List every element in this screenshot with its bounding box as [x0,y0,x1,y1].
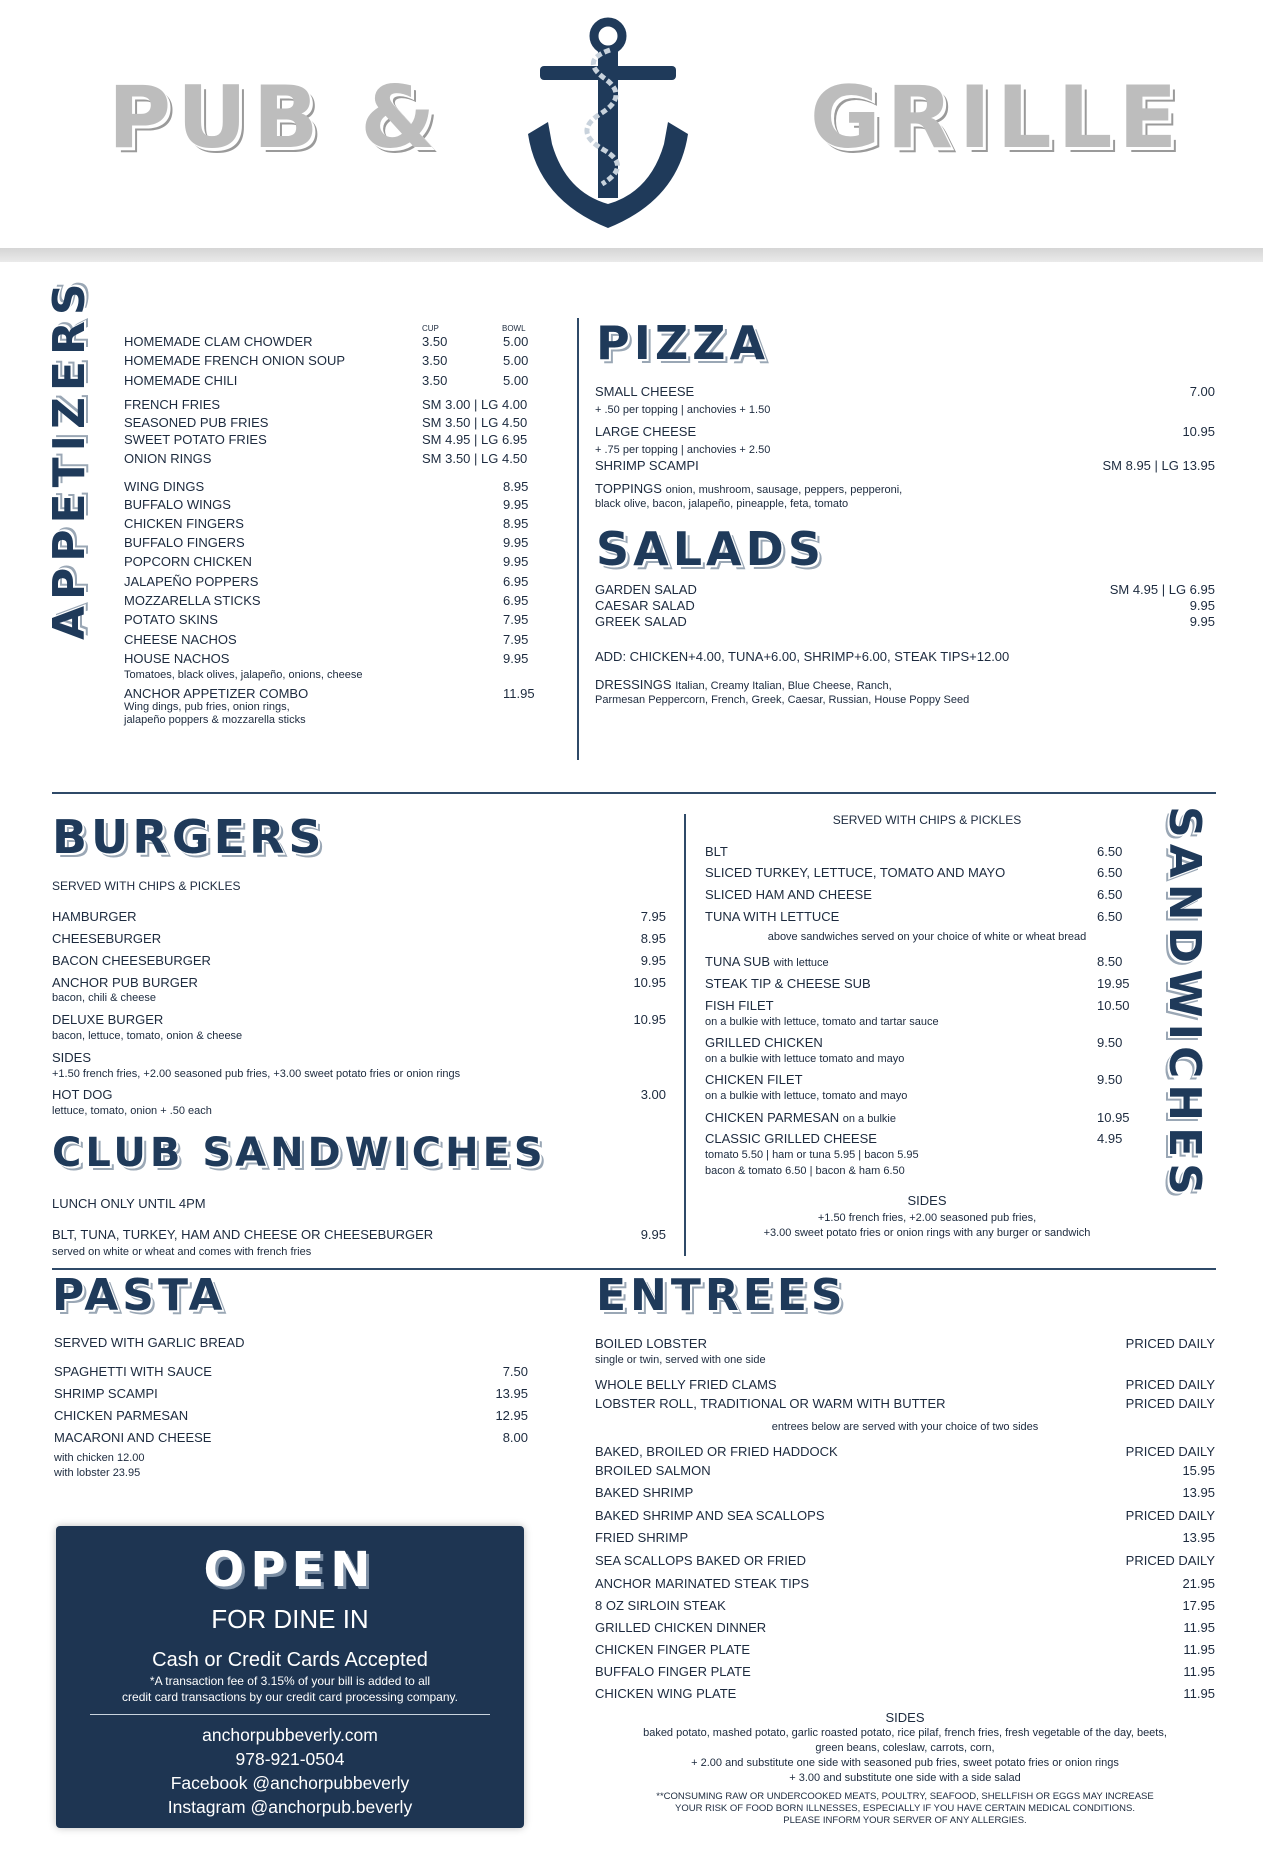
item-price: SM 3.00 | LG 4.00 [422,397,528,412]
club-heading: CLUB SANDWICHES [52,1130,547,1176]
sides-note: entrees below are served with your choice of two sides [771,1421,1039,1433]
item-price: 19.95 [1097,976,1130,991]
list-item: SLICED TURKEY, LETTUCE, TOMATO AND MAYO [705,865,1006,880]
item-price: 8.95 [503,516,529,531]
sides-label: SIDES [907,1193,947,1208]
list-item: STEAK TIP & CHEESE SUB [705,976,871,991]
sandwiches-served-note: SERVED WITH CHIPS & PICKLES [832,813,1022,827]
list-item: BOILED LOBSTER [595,1336,707,1351]
burgers-heading: BURGERS [52,810,326,864]
item-price: 9.95 [640,953,666,968]
list-item: MOZZARELLA STICKS [124,593,261,608]
phone-number[interactable]: 978-921-0504 [235,1749,345,1769]
bowl-label: BOWL [502,324,526,333]
list-item: FRENCH FRIES [124,397,221,412]
pizza-note: + .75 per topping | anchovies + 2.50 [595,444,771,456]
item-note: lettuce, tomato, onion + .50 each [52,1105,212,1117]
salads-heading: SALADS [596,522,825,576]
bowl-price: 5.00 [503,334,529,349]
item-price: 9.95 [1189,598,1215,613]
instagram-handle[interactable]: Instagram @anchorpub.beverly [167,1797,413,1817]
item-price: SM 8.95 | LG 13.95 [1102,458,1215,473]
list-item: POTATO SKINS [124,612,218,627]
list-item: CHICKEN FINGER PLATE [595,1642,751,1657]
lunch-note: LUNCH ONLY UNTIL 4PM [52,1196,206,1211]
salad-add-ons: ADD: CHICKEN+4.00, TUNA+6.00, SHRIMP+6.00, STEAK TIPS+12.00 [595,649,1010,664]
allergy-warning: YOUR RISK OF FOOD BORN ILLNESSES, ESPECIALLY IF YOU HAVE CERTAIN MEDICAL CONDITIONS. [675,1803,1135,1814]
item-price: 6.50 [1097,887,1123,902]
header-divider [0,248,1263,262]
toppings-list: onion, mushroom, sausage, peppers, pepperoni, [665,484,903,496]
list-item: GARDEN SALAD [595,582,697,597]
list-item: BUFFALO WINGS [124,497,231,512]
sides-label: SIDES [52,1050,92,1065]
open-title: OPEN [203,1542,377,1598]
item-note: bacon, lettuce, tomato, onion & cheese [52,1030,243,1042]
fee-note: *A transaction fee of 3.15% of your bill is added to all [149,1674,431,1688]
item-price: 10.95 [1182,424,1215,439]
item-price: 3.00 [640,1087,666,1102]
list-item: TUNA WITH LETTUCE [705,909,840,924]
pasta-heading: PASTA [52,1270,227,1321]
item-price: 8.50 [1097,954,1123,969]
website-link[interactable]: anchorpubbeverly.com [202,1725,378,1745]
list-item: ANCHOR APPETIZER COMBO [124,686,309,701]
sides-label: SIDES [885,1710,925,1725]
item-price: 12.95 [495,1408,528,1423]
payment-note: Cash or Credit Cards Accepted [152,1649,428,1671]
item-price: 9.95 [503,535,529,550]
item-price: 7.95 [503,612,529,627]
open-subtitle: FOR DINE IN [211,1604,369,1634]
pasta-served-note: SERVED WITH GARLIC BREAD [54,1335,245,1350]
item-price: 6.50 [1097,865,1123,880]
item-price: 9.95 [1189,614,1215,629]
item-price: SM 4.95 | LG 6.95 [1109,582,1215,597]
item-price: 6.50 [1097,909,1123,924]
list-item: HOMEMADE CLAM CHOWDER [124,334,313,349]
list-item: CHICKEN FINGERS [124,516,244,531]
list-item: LOBSTER ROLL, TRADITIONAL OR WARM WITH BUTTER [595,1396,946,1411]
list-item: FISH FILET [705,998,774,1013]
list-item: BACON CHEESEBURGER [52,953,211,968]
list-item: GRILLED CHICKEN [705,1035,823,1050]
appetizers-heading: APPETIZERS [44,277,95,640]
list-item: GREEK SALAD [595,614,687,629]
list-item: SLICED HAM AND CHEESE [705,887,872,902]
cup-label: CUP [422,324,439,333]
item-note: on a bulkie with lettuce tomato and mayo [705,1053,905,1065]
item-price: 9.95 [503,554,529,569]
list-item: BLT, TUNA, TURKEY, HAM AND CHEESE OR CHEESEBURGER [52,1227,434,1242]
list-item: CHEESE NACHOS [124,632,237,647]
list-item [705,1110,896,1126]
bowl-price: 5.00 [503,353,529,368]
cup-price: 3.50 [422,353,448,368]
list-item: MACARONI AND CHEESE [54,1430,212,1445]
sides-note: + 3.00 and substitute one side with a side salad [789,1772,1021,1784]
toppings [595,481,902,497]
item-name: TUNA SUB [705,954,771,969]
list-item: BUFFALO FINGER PLATE [595,1664,751,1679]
sides-note: +1.50 french fries, +2.00 seasoned pub fries, [817,1212,1037,1224]
item-note: with chicken 12.00 [54,1452,145,1464]
item-price: 17.95 [1182,1598,1215,1613]
header-title-right: GRILLE [810,68,1184,168]
list-item: SMALL CHEESE [595,384,695,399]
sandwiches-heading: SANDWICHES [1159,806,1210,1201]
toppings-list: black olive, bacon, jalapeño, pineapple, feta, tomato [595,498,849,510]
item-price: 6.95 [503,574,529,589]
item-price: 13.95 [495,1386,528,1401]
item-price: 8.00 [502,1430,528,1445]
list-item: ANCHOR MARINATED STEAK TIPS [595,1576,810,1591]
item-name: CHICKEN PARMESAN [705,1110,840,1125]
list-item: CLASSIC GRILLED CHEESE [705,1131,877,1146]
item-price: 7.00 [1189,384,1215,399]
item-price: 6.95 [503,593,529,608]
item-price: 7.95 [640,909,666,924]
item-price: 7.50 [502,1364,528,1379]
list-item: 8 OZ SIRLOIN STEAK [595,1598,726,1613]
sides-note: +1.50 french fries, +2.00 seasoned pub fries, +3.00 sweet potato fries or onion rings [52,1068,461,1080]
item-note: on a bulkie with lettuce, tomato and tartar sauce [705,1016,939,1028]
column-divider [577,318,579,760]
item-price: 10.50 [1097,998,1130,1013]
list-item: GRILLED CHICKEN DINNER [595,1620,767,1635]
item-price: PRICED DAILY [1125,1444,1215,1459]
sides-note: +3.00 sweet potato fries or onion rings with any burger or sandwich [763,1227,1091,1239]
item-extra: with lettuce [773,957,829,969]
burgers-served-note: SERVED WITH CHIPS & PICKLES [52,879,241,893]
item-price: 9.95 [503,497,529,512]
list-item: ONION RINGS [124,451,212,466]
item-price: 11.95 [1183,1620,1215,1635]
item-price: PRICED DAILY [1125,1336,1215,1351]
anchor-icon [518,14,698,234]
list-item: BAKED SHRIMP [595,1485,694,1500]
item-extra: on a bulkie [842,1113,896,1125]
list-item: HOMEMADE FRENCH ONION SOUP [124,353,346,368]
item-price: 10.95 [1097,1110,1130,1125]
dressings [595,677,892,693]
list-item: JALAPEÑO POPPERS [124,574,259,589]
header-title-left: PUB & [108,68,442,168]
list-item: SHRIMP SCAMPI [595,458,699,473]
fee-note: credit card transactions by our credit card processing company. [122,1690,458,1704]
list-item: CAESAR SALAD [595,598,695,613]
item-price: SM 3.50 | LG 4.50 [422,451,528,466]
list-item: CHICKEN PARMESAN [54,1408,189,1423]
list-item: DELUXE BURGER [52,1012,164,1027]
allergy-warning: **CONSUMING RAW OR UNDERCOOKED MEATS, POULTRY, SEAFOOD, SHELLFISH OR EGGS MAY INCREASE [656,1791,1154,1802]
item-price: 10.95 [633,1012,666,1027]
sides-note: + 2.00 and substitute one side with seasoned pub fries, sweet potato fries or onion rings [691,1757,1119,1769]
list-item: WHOLE BELLY FRIED CLAMS [595,1377,777,1392]
list-item: HOMEMADE CHILI [124,373,238,388]
list-item: BAKED, BROILED OR FRIED HADDOCK [595,1444,838,1459]
item-price: 21.95 [1182,1576,1215,1591]
list-item: SEASONED PUB FRIES [124,415,269,430]
list-item: SEA SCALLOPS BAKED OR FRIED [595,1553,806,1568]
sides-note: baked potato, mashed potato, garlic roasted potato, rice pilaf, french fries, fresh vegetable of the day, beets, [643,1727,1167,1739]
cup-price: 3.50 [422,334,448,349]
entrees-heading: ENTREES [596,1270,847,1321]
list-item: BROILED SALMON [595,1463,711,1478]
list-item: SPAGHETTI WITH SAUCE [54,1364,212,1379]
item-price: PRICED DAILY [1125,1377,1215,1392]
item-price: 10.95 [633,975,666,990]
item-price: 15.95 [1182,1463,1215,1478]
dressings-label: DRESSINGS [595,677,672,692]
item-price: 8.95 [503,479,529,494]
list-item: CHICKEN WING PLATE [595,1686,737,1701]
column-divider [684,814,686,1256]
item-price: 9.50 [1097,1035,1123,1050]
item-price: PRICED DAILY [1125,1508,1215,1523]
box-divider [90,1714,490,1715]
item-price: 9.50 [1097,1072,1123,1087]
item-price: 4.95 [1097,1131,1123,1146]
item-price: 11.95 [1183,1686,1215,1701]
section-divider [52,792,1216,794]
item-price: PRICED DAILY [1125,1396,1215,1411]
list-item: CHICKEN FILET [705,1072,803,1087]
menu-header [0,0,1263,262]
sides-note: green beans, coleslaw, carrots, corn, [815,1742,995,1754]
list-item: CHEESEBURGER [52,931,162,946]
item-note: on a bulkie with lettuce, tomato and mayo [705,1090,908,1102]
list-item: HOT DOG [52,1087,113,1102]
list-item: POPCORN CHICKEN [124,554,252,569]
item-price: 7.95 [503,632,529,647]
item-note: bacon, chili & cheese [52,992,156,1004]
dressings-list: Parmesan Peppercorn, French, Greek, Caesar, Russian, House Poppy Seed [595,694,970,706]
list-item: ANCHOR PUB BURGER [52,975,198,990]
pizza-heading: PIZZA [596,316,770,370]
dressings-list: Italian, Creamy Italian, Blue Cheese, Ranch, [675,680,892,692]
combo-note: Wing dings, pub fries, onion rings, [124,701,290,713]
item-price: 11.95 [1183,1642,1215,1657]
item-note: with lobster 23.95 [54,1467,141,1479]
pizza-note: + .50 per topping | anchovies + 1.50 [595,404,771,416]
item-price: SM 3.50 | LG 4.50 [422,415,528,430]
item-price: 6.50 [1097,844,1123,859]
list-item: HAMBURGER [52,909,137,924]
item-price: 11.95 [1183,1664,1215,1679]
list-item: FRIED SHRIMP [595,1530,689,1545]
bowl-price: 5.00 [503,373,529,388]
item-price: PRICED DAILY [1125,1553,1215,1568]
list-item: WING DINGS [124,479,205,494]
list-item: BAKED SHRIMP AND SEA SCALLOPS [595,1508,825,1523]
list-item: SWEET POTATO FRIES [124,432,267,447]
item-price: 9.95 [640,1227,666,1242]
nachos-note: Tomatoes, black olives, jalapeño, onions, cheese [124,669,363,681]
item-price: 9.95 [503,651,529,666]
toppings-label: TOPPINGS [595,481,662,496]
item-note: served on white or wheat and comes with french fries [52,1246,312,1258]
item-price: SM 4.95 | LG 6.95 [422,432,528,447]
facebook-handle[interactable]: Facebook @anchorpubbeverly [170,1773,410,1793]
combo-note: jalapeño poppers & mozzarella sticks [124,714,306,726]
bread-note: above sandwiches served on your choice of white or wheat bread [767,931,1087,943]
item-note: bacon & tomato 6.50 | bacon & ham 6.50 [705,1165,905,1177]
list-item: BLT [705,844,728,859]
item-price: 13.95 [1182,1530,1215,1545]
list-item [705,954,829,970]
item-price: 11.95 [503,686,535,701]
list-item: HOUSE NACHOS [124,651,230,666]
list-item: SHRIMP SCAMPI [54,1386,158,1401]
item-price: 13.95 [1182,1485,1215,1500]
item-note: single or twin, served with one side [595,1354,766,1366]
allergy-warning: PLEASE INFORM YOUR SERVER OF ANY ALLERGIES. [783,1815,1027,1826]
open-info-box [56,1526,524,1828]
item-price: 8.95 [640,931,666,946]
list-item: LARGE CHEESE [595,424,697,439]
cup-price: 3.50 [422,373,448,388]
list-item: BUFFALO FINGERS [124,535,245,550]
item-note: tomato 5.50 | ham or tuna 5.95 | bacon 5.95 [705,1149,919,1161]
